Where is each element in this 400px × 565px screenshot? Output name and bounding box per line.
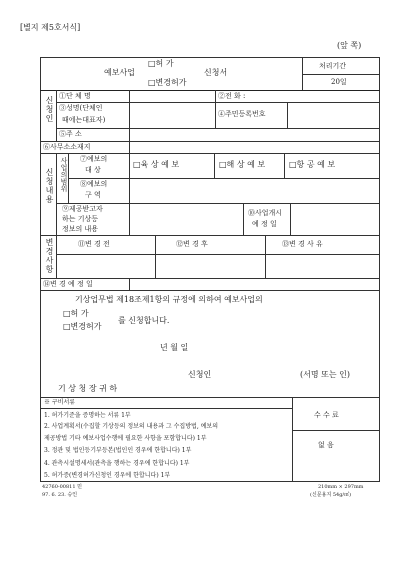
statement-date: 년 월 일 xyxy=(160,343,189,352)
processing-label: 처리기간 xyxy=(319,62,347,70)
start-label-1: ⑩사업개시 xyxy=(248,209,283,217)
title-prefix: 예보사업 xyxy=(104,68,135,77)
statement-line1: 기상업무법 제18조제1항의 규정에 의하여 예보사업의 xyxy=(75,295,263,304)
doc-item-3: 제공방법 기타 예보사업수행에 필요한 사항을 포함합니다) 1부 xyxy=(44,435,207,442)
processing-value: 20일 xyxy=(331,78,347,86)
info-label-3: 정보의 내용 xyxy=(62,225,99,233)
org-name-label: ①단 체 명 xyxy=(59,92,91,100)
phone-label: ②전 화 : xyxy=(218,92,246,100)
doc-item-2: 2. 사업계획서(수집할 기상등의 정보의 내용과 그 수집방법, 예보의 xyxy=(44,423,219,430)
doc-item-1: 1. 허가기준을 증명하는 서류 1부 xyxy=(44,412,131,419)
resident-no-label: ④주민등록번호 xyxy=(218,110,266,118)
start-label-2: 예 정 일 xyxy=(252,220,277,228)
page-side: (앞 쪽) xyxy=(337,41,362,50)
content-section-label: 신청내용 xyxy=(45,168,54,204)
fee-value: 없 음 xyxy=(318,441,334,449)
area-label-2: 구 역 xyxy=(85,191,101,199)
docs-header: ※ 구비서류 xyxy=(44,399,76,406)
footer-code1: 42760-00811 민 xyxy=(42,484,82,490)
statement-opt-change[interactable]: □변경허가 xyxy=(63,322,102,331)
change-after-label: ⑫변 경 후 xyxy=(176,240,208,248)
opt-sea-forecast[interactable]: □해 상 예 보 xyxy=(219,160,266,169)
opt-air-forecast[interactable]: □항 공 예 보 xyxy=(289,160,336,169)
statement-sign: (서명 또는 인) xyxy=(300,370,350,379)
fee-label: 수 수 료 xyxy=(314,411,339,419)
form-id: [별지 제5호서식] xyxy=(20,23,81,32)
address-label: ⑤주 소 xyxy=(59,130,82,138)
change-section-label: 변경사항 xyxy=(45,238,54,274)
footer-paper: (신문용지 54g/㎡) xyxy=(310,492,352,498)
statement-opt-permit[interactable]: □허 가 xyxy=(63,309,89,318)
doc-item-5: 4. 관측시설명세서(관측을 행하는 경우에 한합니다) 1부 xyxy=(44,460,190,467)
change-before-label: ⑪변 경 전 xyxy=(78,240,110,248)
applicant-section-label: 신청인 xyxy=(45,96,54,123)
person-name-label-2: 때에는대표자) xyxy=(62,116,106,124)
opt-land-forecast[interactable]: □육 상 예 보 xyxy=(133,160,180,169)
title-opt-permit[interactable]: □허 가 xyxy=(148,59,174,68)
office-address-label: ⑥사무소소재지 xyxy=(43,143,91,151)
area-label-1: ⑧예보의 xyxy=(80,180,108,188)
footer-code2: 97. 6. 23. 승인 xyxy=(42,492,78,498)
info-label-2: 하는 기상등 xyxy=(62,215,99,223)
target-label-2: 대 상 xyxy=(85,166,101,174)
doc-item-4: 3. 정관 및 법인등기부등본(법인인 경우에 한합니다) 1부 xyxy=(44,447,192,454)
info-label-1: ⑨제공받고자 xyxy=(62,205,103,213)
change-date-label: ⑭변 경 예 정 일 xyxy=(43,280,93,288)
change-reason-label: ⑬변 경 사 유 xyxy=(282,240,323,248)
title-opt-change[interactable]: □변경허가 xyxy=(148,78,187,87)
statement-signer: 신청인 xyxy=(188,370,212,379)
person-name-label-1: ③성명(단체인 xyxy=(59,104,103,112)
target-label-1: ⑦예보의 xyxy=(80,155,108,163)
doc-item-6: 5. 허가증(변경허가신청인 경우에 한합니다) 1부 xyxy=(44,472,171,479)
scope-label: 사업의범위 xyxy=(60,157,68,192)
title-suffix: 신청서 xyxy=(204,68,228,77)
statement-recipient: 기 상 청 장 귀 하 xyxy=(58,384,118,393)
footer-size: 210mm × 297mm xyxy=(318,484,364,490)
statement-apply: 를 신청합니다. xyxy=(118,316,170,325)
